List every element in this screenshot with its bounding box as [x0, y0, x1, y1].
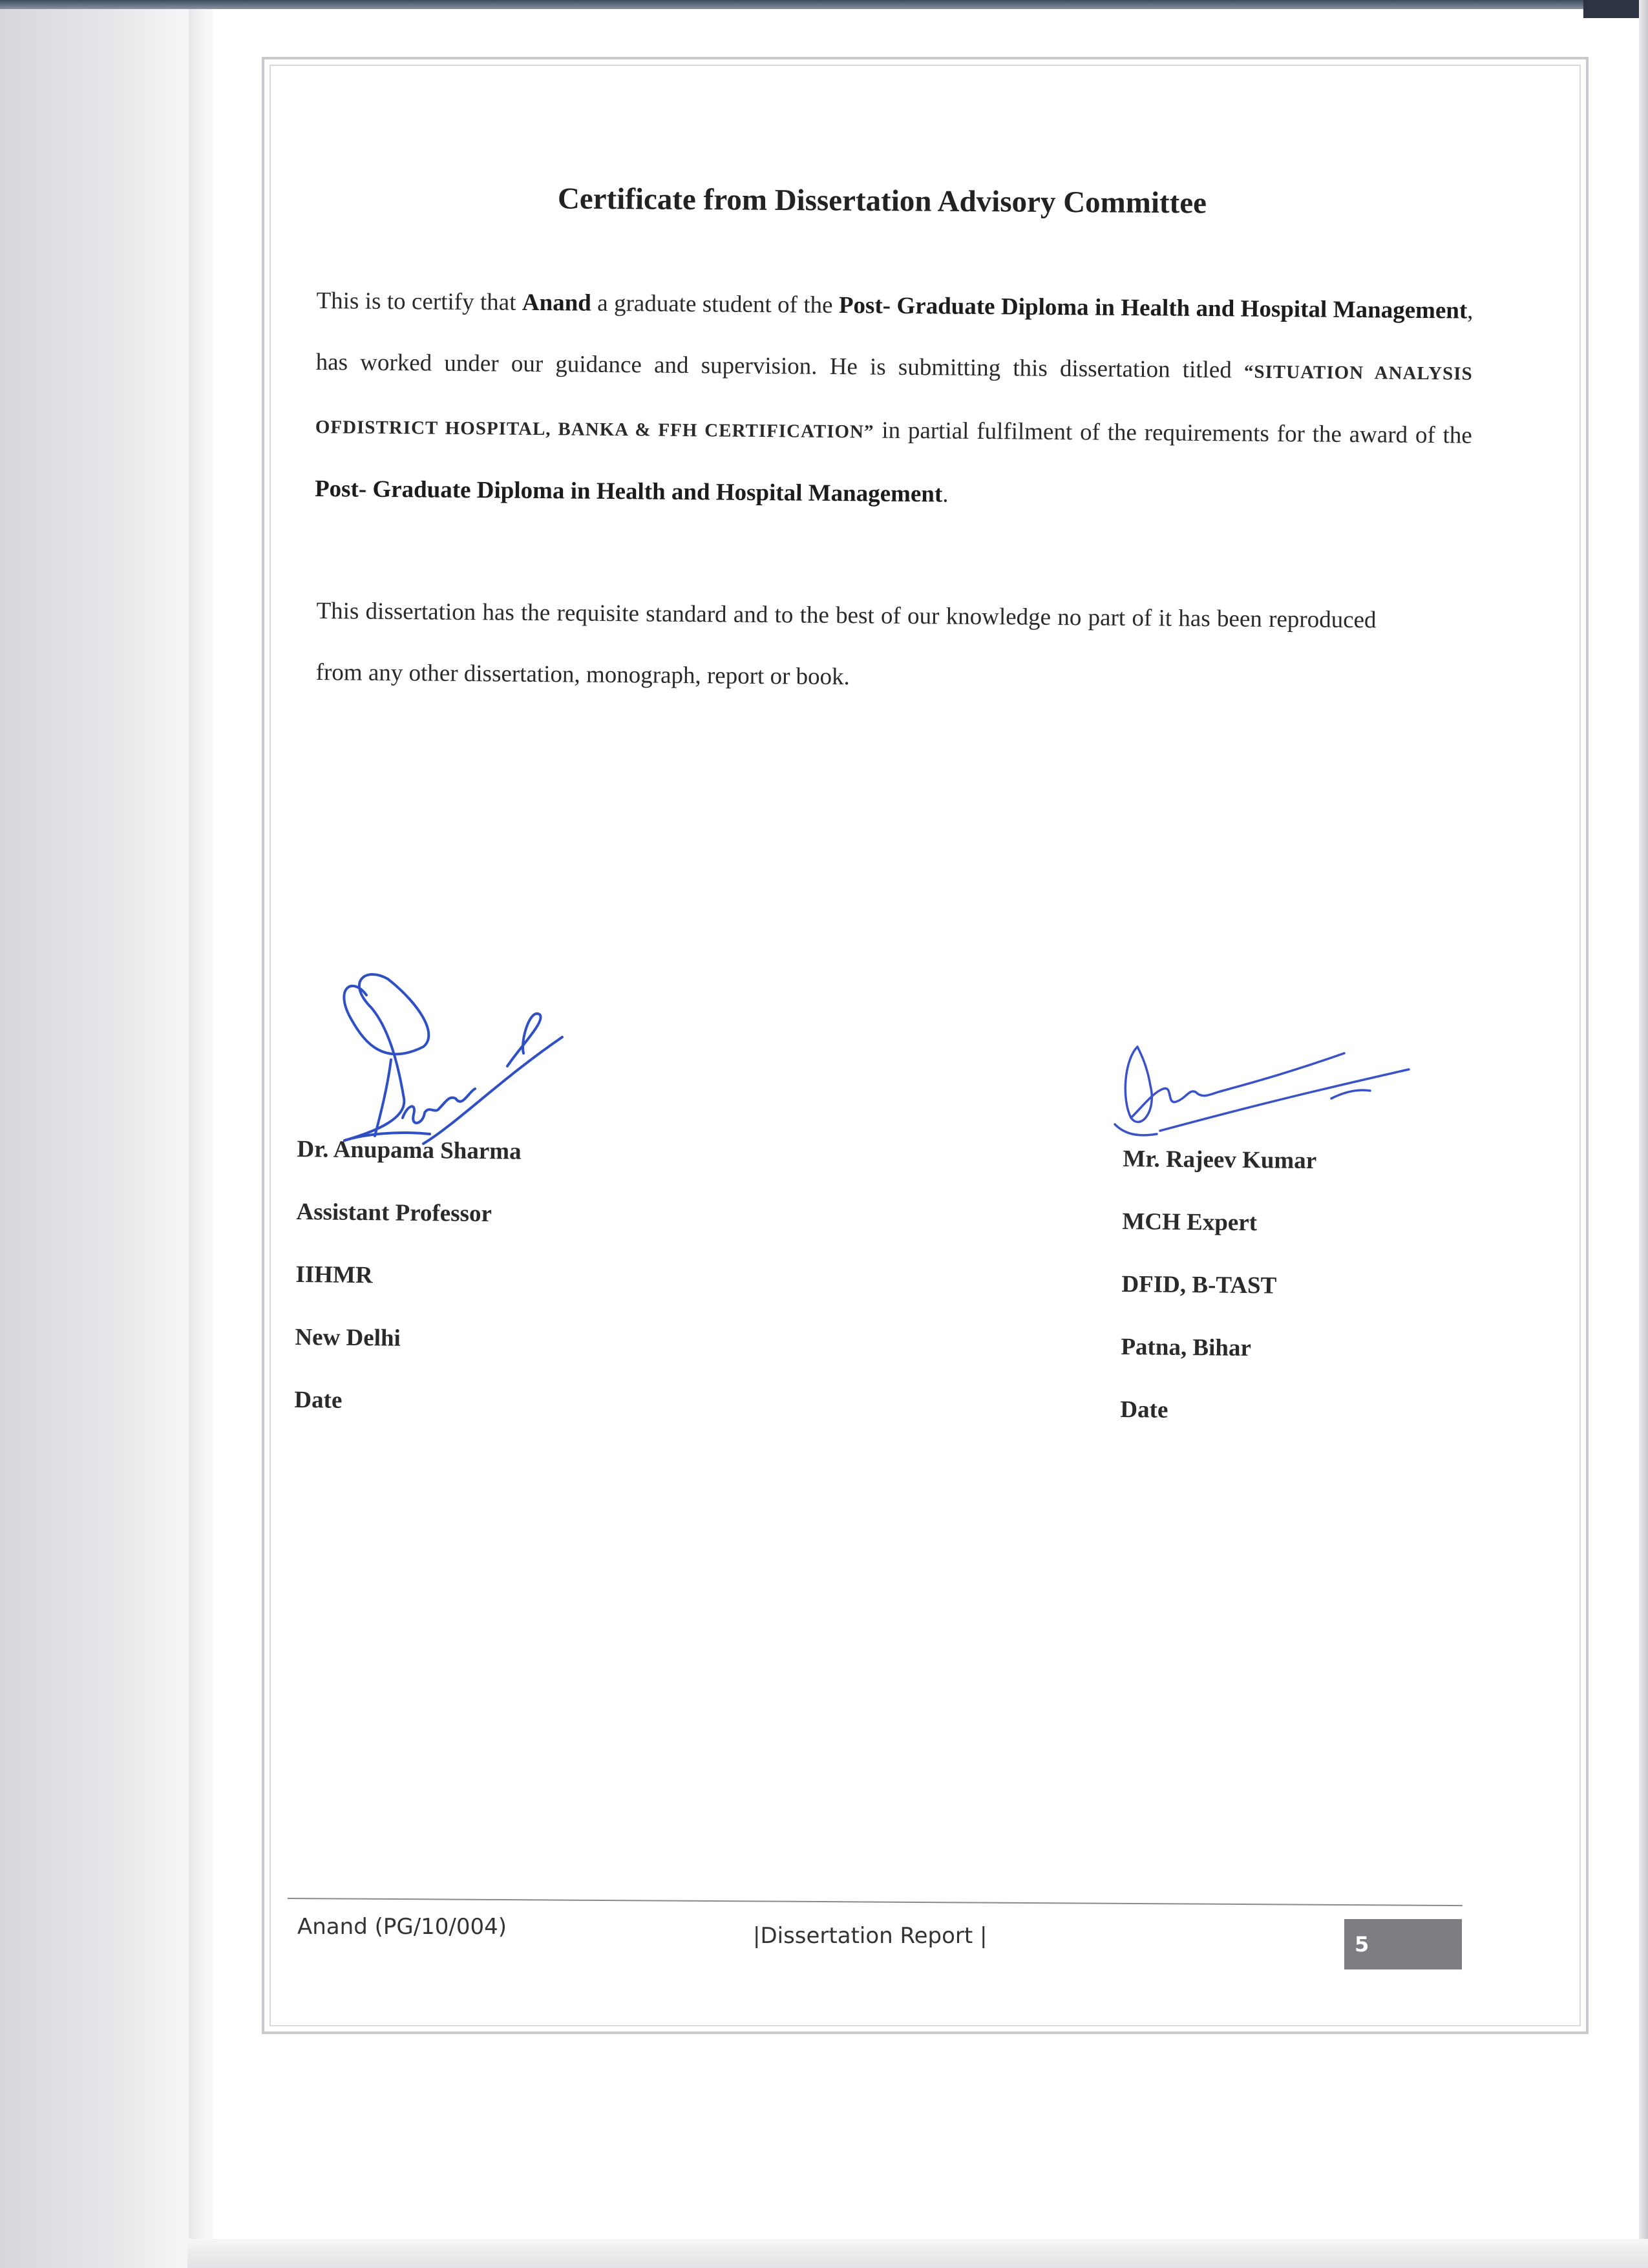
paragraph-end: . — [942, 481, 949, 508]
after-name-text: a graduate student of the — [591, 289, 840, 319]
footer-report-label: |Dissertation Report | — [753, 1923, 988, 1949]
signatory-designation: MCH Expert — [1122, 1208, 1258, 1237]
signatory-organization: DFID, B-TAST — [1121, 1270, 1277, 1299]
signature-rajeev-kumar — [1112, 1027, 1415, 1144]
signatory-right — [1120, 1128, 1317, 1443]
scan-bottom-edge — [187, 2239, 1648, 2268]
signatory-name: Mr. Rajeev Kumar — [1123, 1145, 1317, 1175]
signatory-name: Dr. Anupama Sharma — [297, 1135, 522, 1165]
book-spine-left-page — [0, 0, 213, 2268]
signatory-organization: IIHMR — [295, 1261, 373, 1289]
page-number: 5 — [1344, 1919, 1462, 1969]
certification-paragraph — [315, 270, 1474, 530]
student-name: Anand — [522, 289, 591, 317]
signatory-location: New Delhi — [295, 1323, 401, 1352]
signatory-designation: Assistant Professor — [296, 1198, 492, 1228]
program-name: Post- Graduate Diploma in Health and Hospital Management — [838, 292, 1468, 324]
signatory-date-label: Date — [1120, 1396, 1168, 1423]
fulfilment-text: in partial fulfilment of the requirements for the award of the — [874, 417, 1473, 449]
intro-text: This is to certify that — [316, 287, 523, 316]
spine-shadow — [189, 0, 221, 2268]
scan-top-edge — [0, 0, 1648, 9]
footer-author-id: Anand (PG/10/004) — [297, 1914, 507, 1940]
signatory-date-label: Date — [294, 1386, 343, 1414]
guidance-text: , has worked under our guidance and supervision. He is submitting this dissertation titled — [315, 297, 1474, 384]
scan-right-edge — [1639, 0, 1648, 2268]
dissertation-title: “SITUATION ANALYSIS OFDISTRICT HOSPITAL, BANKA & FFH CERTIFICATION” — [315, 361, 1473, 443]
signatory-left — [294, 1118, 522, 1434]
originality-paragraph: This dissertation has the requisite standard and to the best of our knowledge no part of it has been reproduced from any other dissertation, monograph, report or book. — [315, 597, 1377, 691]
certificate-title: Certificate from Dissertation Advisory Committee — [557, 182, 1207, 220]
program-name-repeat: Post- Graduate Diploma in Health and Hospital Management — [314, 475, 943, 508]
scan-top-corner — [1583, 0, 1648, 18]
signatory-location: Patna, Bihar — [1121, 1333, 1252, 1362]
